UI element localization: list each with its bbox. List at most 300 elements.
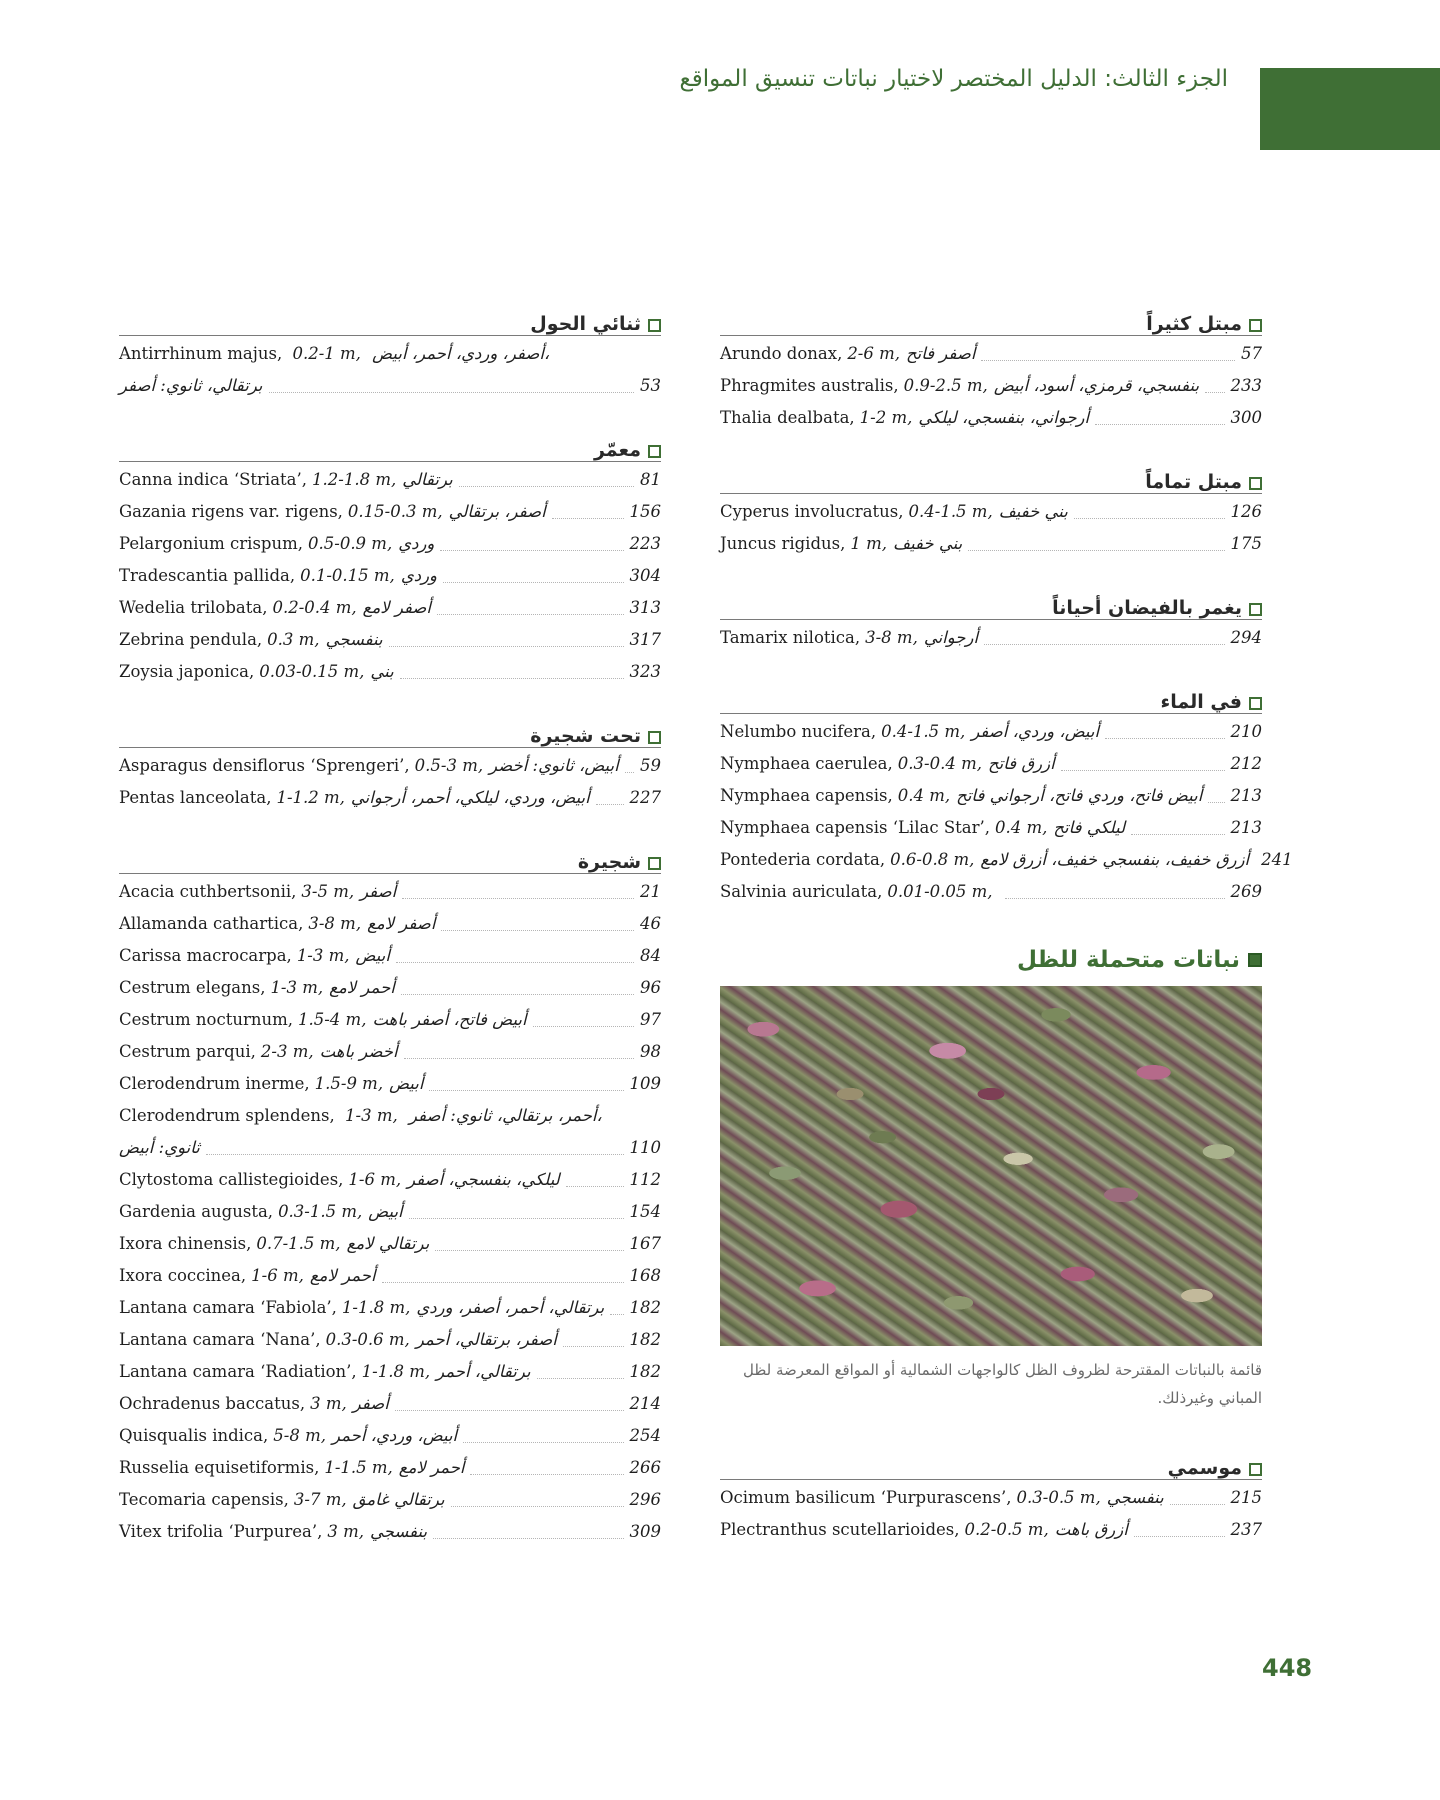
checkbox-square-icon xyxy=(1249,697,1262,710)
dot-leader xyxy=(563,1346,624,1347)
page-ref: 214 xyxy=(629,1394,661,1413)
checkbox-square-icon xyxy=(648,731,661,744)
dot-leader xyxy=(451,1506,624,1507)
plant-colors: أصفر xyxy=(352,1394,389,1413)
page-ref: 156 xyxy=(629,502,661,521)
dot-leader xyxy=(566,1186,624,1187)
plant-name: Nymphaea capensis ‘Lilac Star’, xyxy=(720,818,990,837)
shade-heading xyxy=(720,944,1262,976)
page-ref: 241 xyxy=(1261,850,1293,869)
page-ref: 81 xyxy=(640,470,661,489)
plant-colors: أصفر لامع xyxy=(367,914,436,933)
plant-colors: برتقالي لامع xyxy=(346,1234,430,1253)
section-heading xyxy=(720,470,1262,494)
plant-section xyxy=(720,690,1293,908)
dot-leader xyxy=(437,614,624,615)
plant-entry xyxy=(119,1452,661,1484)
page-ref: 167 xyxy=(629,1234,661,1253)
page-ref: 233 xyxy=(1230,376,1262,395)
page-ref: 296 xyxy=(629,1490,661,1509)
plant-entry xyxy=(119,1100,661,1164)
plant-size: 1-3 m, xyxy=(270,978,324,997)
plant-name: Phragmites australis, xyxy=(720,376,899,395)
plant-name: Cestrum elegans, xyxy=(119,978,266,997)
dot-leader xyxy=(401,994,634,995)
dot-leader xyxy=(552,518,624,519)
plant-name: Pontederia cordata, xyxy=(720,850,886,869)
section-title: يغمر بالفيضان أحياناً xyxy=(1052,597,1242,619)
page-ref: 109 xyxy=(629,1074,661,1093)
dot-leader xyxy=(1208,802,1224,803)
plant-size: 1-3 m, xyxy=(296,946,350,965)
dot-leader xyxy=(984,644,1224,645)
plant-colors: أبيض xyxy=(368,1202,403,1221)
plant-name: Clytostoma callistegioides, xyxy=(119,1170,344,1189)
plant-colors: أبيض، وردي، أحمر xyxy=(331,1426,458,1445)
plant-entry xyxy=(119,1196,661,1228)
plant-name: Tradescantia pallida, xyxy=(119,566,296,585)
section-title: مبتل تماماً xyxy=(1145,471,1242,493)
plant-size: 0.5-0.9 m, xyxy=(308,534,393,553)
section-heading xyxy=(119,850,661,874)
dot-leader xyxy=(395,1410,624,1411)
page-ref: 294 xyxy=(1230,628,1262,647)
plant-size: 0.4 m, xyxy=(995,818,1048,837)
plant-entry xyxy=(720,716,1262,748)
page-ref: 126 xyxy=(1230,502,1262,521)
filled-square-icon xyxy=(1248,953,1262,967)
shade-plants-photo xyxy=(720,986,1262,1346)
dot-leader xyxy=(537,1378,624,1379)
section-heading xyxy=(119,438,661,462)
plant-name: Russelia equisetiformis, xyxy=(119,1458,320,1477)
page-ref: 98 xyxy=(640,1042,661,1061)
page-ref: 304 xyxy=(629,566,661,585)
plant-colors: برتقالي، أحمر xyxy=(436,1362,531,1381)
plant-section xyxy=(720,596,1262,654)
plant-size: 0.3-0.6 m, xyxy=(325,1330,410,1349)
plant-colors: بنفسجي xyxy=(1106,1488,1164,1507)
plant-name: Asparagus densiflorus ‘Sprengeri’, xyxy=(119,756,410,775)
plant-size: 0.3-0.5 m, xyxy=(1016,1488,1101,1507)
plant-size: 1.5-4 m, xyxy=(297,1010,367,1029)
plant-size: 1-1.2 m, xyxy=(276,788,345,807)
plant-name: Tamarix nilotica, xyxy=(720,628,861,647)
plant-size: 1-1.5 m, xyxy=(324,1458,393,1477)
plant-entry xyxy=(119,1292,661,1324)
plant-colors-continued: برتقالي، ثانوي: أصفر xyxy=(119,376,263,395)
plant-size: 3 m, xyxy=(327,1522,364,1541)
plant-section xyxy=(720,470,1262,560)
plant-name: Arundo donax, xyxy=(720,344,843,363)
header-accent-block xyxy=(1260,68,1440,150)
plant-colors: أحمر لامع xyxy=(309,1266,376,1285)
plant-name: Gardenia augusta, xyxy=(119,1202,274,1221)
plant-size: 0.3-0.4 m, xyxy=(897,754,982,773)
plant-entry xyxy=(119,464,661,496)
page-ref: 313 xyxy=(629,598,661,617)
plant-entry xyxy=(119,1484,661,1516)
plant-colors: بني xyxy=(370,662,394,681)
plant-entry xyxy=(119,908,661,940)
section-heading xyxy=(720,596,1262,620)
dot-leader xyxy=(1095,424,1224,425)
plant-entry xyxy=(119,972,661,1004)
plant-colors: أبيض، وردي، أصفر xyxy=(971,722,1100,741)
plant-size: 0.3 m, xyxy=(267,630,320,649)
plant-size: 0.4-1.5 m, xyxy=(908,502,993,521)
plant-size: 0.6-0.8 m, xyxy=(890,850,975,869)
plant-colors: أبيض xyxy=(389,1074,424,1093)
section-shrub xyxy=(119,850,661,1548)
plant-name: Nymphaea capensis, xyxy=(720,786,893,805)
plant-entry xyxy=(119,1388,661,1420)
plant-colors: بنفسجي، قرمزي، أسود، أبيض xyxy=(993,376,1200,395)
plant-name: Gazania rigens var. rigens, xyxy=(119,502,343,521)
plant-entry xyxy=(119,1324,661,1356)
plant-entry xyxy=(720,496,1262,528)
dot-leader xyxy=(625,772,634,773)
section-heading xyxy=(720,1456,1262,1480)
page-header-title: الجزء الثالث: الدليل المختصر لاختيار نباتات تنسيق المواقع xyxy=(679,66,1228,92)
plant-size: 1-6 m, xyxy=(251,1266,304,1285)
plant-size: 0.5-3 m, xyxy=(414,756,484,775)
plant-colors: برتقالي xyxy=(402,470,453,489)
plant-colors: أبيض فاتح، أصفر باهت xyxy=(372,1010,527,1029)
dot-leader xyxy=(1170,1504,1225,1505)
page-ref: 96 xyxy=(640,978,661,997)
plant-entry xyxy=(720,812,1262,844)
plant-colors: أحمر، برتقالي، ثانوي: أصفر، xyxy=(409,1106,602,1125)
page-ref: 323 xyxy=(629,662,661,681)
plant-colors: أصفر xyxy=(360,882,397,901)
section-title: ثنائي الحول xyxy=(530,313,641,335)
plant-name: Allamanda cathartica, xyxy=(119,914,304,933)
page-ref: 168 xyxy=(629,1266,661,1285)
plant-name: Nelumbo nucifera, xyxy=(720,722,877,741)
plant-name: Carissa macrocarpa, xyxy=(119,946,292,965)
plant-size: 5-8 m, xyxy=(273,1426,326,1445)
plant-section xyxy=(720,312,1262,434)
plant-name: Lantana camara ‘Radiation’, xyxy=(119,1362,357,1381)
dot-leader xyxy=(533,1026,634,1027)
plant-size: 2-3 m, xyxy=(260,1042,314,1061)
plant-name: Ixora coccinea, xyxy=(119,1266,247,1285)
plant-entry xyxy=(119,1420,661,1452)
plant-name: Clerodendrum splendens, xyxy=(119,1106,335,1125)
dot-leader xyxy=(440,550,623,551)
plant-entry xyxy=(119,338,661,402)
plant-entry xyxy=(720,528,1262,560)
plant-size: 3 m, xyxy=(310,1394,347,1413)
page-ref: 182 xyxy=(629,1330,661,1349)
dot-leader xyxy=(463,1442,623,1443)
plant-size: 3-8 m, xyxy=(308,914,362,933)
dot-leader xyxy=(596,804,624,805)
plant-size: 1-6 m, xyxy=(348,1170,402,1189)
plant-colors: أرجواني، بنفسجي، ليلكي xyxy=(918,408,1090,427)
page-ref: 154 xyxy=(629,1202,661,1221)
plant-colors: أبيض، وردي، ليلكي، أحمر، أرجواني xyxy=(350,788,590,807)
dot-leader xyxy=(396,962,634,963)
dot-leader xyxy=(435,1250,623,1251)
dot-leader xyxy=(459,486,634,487)
plant-name: Zoysia japonica, xyxy=(119,662,255,681)
plant-name: Antirrhinum majus, xyxy=(119,344,283,363)
plant-entry xyxy=(119,1164,661,1196)
plant-colors: وردي xyxy=(400,566,438,585)
page-ref: 212 xyxy=(1230,754,1262,773)
plant-entry xyxy=(119,592,661,624)
plant-size: 0.03-0.15 m, xyxy=(259,662,365,681)
plant-name: Canna indica ‘Striata’, xyxy=(119,470,308,489)
plant-colors: أزرق باهت xyxy=(1054,1520,1128,1539)
plant-size: 1-1.8 m, xyxy=(361,1362,431,1381)
plant-size: 2-6 m, xyxy=(847,344,901,363)
section-heading xyxy=(720,690,1262,714)
dot-leader xyxy=(470,1474,623,1475)
section-title: مبتل كثيراً xyxy=(1146,313,1242,335)
dot-leader xyxy=(433,1538,623,1539)
plant-size: 0.3-1.5 m, xyxy=(278,1202,363,1221)
page-ref: 237 xyxy=(1230,1520,1262,1539)
plant-size: 1.5-9 m, xyxy=(314,1074,384,1093)
dot-leader xyxy=(402,898,634,899)
plant-size: 0.15-0.3 m, xyxy=(347,502,443,521)
dot-leader xyxy=(409,1218,624,1219)
page-ref: 84 xyxy=(640,946,661,965)
plant-name: Zebrina pendula, xyxy=(119,630,263,649)
dot-leader xyxy=(1074,518,1225,519)
plant-name: Tecomaria capensis, xyxy=(119,1490,289,1509)
section-title: في الماء xyxy=(1160,691,1242,713)
right-column xyxy=(720,312,1293,1582)
plant-size: 3-8 m, xyxy=(865,628,918,647)
plant-colors-continued: ثانوي: أبيض xyxy=(119,1138,200,1157)
plant-colors: برتقالي، أحمر، أصفر، وردي xyxy=(416,1298,605,1317)
plant-size: 1.2-1.8 m, xyxy=(312,470,397,489)
checkbox-square-icon xyxy=(1249,1463,1262,1476)
dot-leader xyxy=(1105,738,1224,739)
section-heading xyxy=(720,312,1262,336)
plant-colors: وردي xyxy=(398,534,435,553)
shade-title: نباتات متحملة للظل xyxy=(1017,947,1240,973)
dot-leader xyxy=(429,1090,623,1091)
plant-name: Wedelia trilobata, xyxy=(119,598,268,617)
dot-leader xyxy=(1005,898,1225,899)
plant-entry xyxy=(720,1514,1262,1546)
plant-size: 1 m, xyxy=(850,534,887,553)
plant-entry xyxy=(119,782,661,814)
plant-name: Cestrum parqui, xyxy=(119,1042,256,1061)
plant-entry xyxy=(119,1228,661,1260)
checkbox-square-icon xyxy=(648,445,661,458)
plant-entry xyxy=(720,402,1262,434)
plant-size: 1-3 m, xyxy=(345,1106,398,1125)
page-ref: 59 xyxy=(640,756,661,775)
plant-entry xyxy=(119,528,661,560)
plant-name: Acacia cuthbertsonii, xyxy=(119,882,297,901)
plant-entry xyxy=(119,940,661,972)
dot-leader xyxy=(404,1058,634,1059)
plant-entry xyxy=(119,560,661,592)
plant-size: 0.2-1 m, xyxy=(292,344,361,363)
plant-size: 1-2 m, xyxy=(859,408,913,427)
dot-leader xyxy=(441,930,634,931)
plant-name: Quisqualis indica, xyxy=(119,1426,269,1445)
section-title: موسمي xyxy=(1167,1457,1242,1479)
plant-entry xyxy=(119,1036,661,1068)
plant-size: 0.9-2.5 m, xyxy=(903,376,988,395)
plant-colors: أزرق فاتح xyxy=(987,754,1055,773)
section-title: شجيرة xyxy=(577,851,641,873)
plant-colors: أحمر لامع xyxy=(329,978,395,997)
checkbox-square-icon xyxy=(1249,603,1262,616)
plant-colors: برتقالي غامق xyxy=(352,1490,445,1509)
page-ref: 97 xyxy=(640,1010,661,1029)
dot-leader xyxy=(1134,1536,1225,1537)
page-ref: 223 xyxy=(629,534,661,553)
plant-size: 3-7 m, xyxy=(293,1490,347,1509)
checkbox-square-icon xyxy=(648,857,661,870)
plant-name: Clerodendrum inerme, xyxy=(119,1074,310,1093)
plant-entry xyxy=(720,338,1262,370)
dot-leader xyxy=(382,1282,624,1283)
page-ref: 182 xyxy=(629,1362,661,1381)
section-title: معمّر xyxy=(593,439,641,461)
photo-caption: قائمة بالنباتات المقترحة لظروف الظل كالواجهات الشمالية أو المواقع المعرضة لظل المباني وغيرذلك. xyxy=(743,1361,1262,1407)
checkbox-square-icon xyxy=(648,319,661,332)
plant-entry xyxy=(119,656,661,688)
page-ref: 21 xyxy=(640,882,661,901)
page-ref: 269 xyxy=(1230,882,1262,901)
plant-entry xyxy=(119,1068,661,1100)
page-ref: 213 xyxy=(1230,818,1262,837)
dot-leader xyxy=(400,678,624,679)
plant-colors: أصفر فاتح xyxy=(906,344,976,363)
section-seasonal xyxy=(720,1456,1262,1546)
page-ref: 213 xyxy=(1230,786,1262,805)
plant-name: Pelargonium crispum, xyxy=(119,534,303,553)
page-ref: 317 xyxy=(629,630,661,649)
section-title: تحت شجيرة xyxy=(530,725,641,747)
page-ref: 53 xyxy=(640,376,661,395)
plant-entry xyxy=(720,622,1262,654)
plant-name: Lantana camara ‘Nana’, xyxy=(119,1330,321,1349)
plant-entry xyxy=(119,1516,661,1548)
page-ref: 309 xyxy=(629,1522,661,1541)
dot-leader xyxy=(1131,834,1224,835)
plant-colors: بنفسجي xyxy=(325,630,383,649)
page-number: 448 xyxy=(1262,1654,1313,1682)
plant-colors: أصفر، وردي، أحمر، أبيض، xyxy=(372,344,550,363)
plant-name: Vitex trifolia ‘Purpurea’, xyxy=(119,1522,323,1541)
dot-leader xyxy=(389,646,624,647)
plant-size: 0.2-0.4 m, xyxy=(272,598,357,617)
plant-colors: ليلكي فاتح xyxy=(1053,818,1126,837)
page-ref: 46 xyxy=(640,914,661,933)
plant-colors: أزرق خفيف، بنفسجي خفيف، أزرق لامع xyxy=(980,850,1250,869)
dot-leader xyxy=(443,582,623,583)
page-ref: 210 xyxy=(1230,722,1262,741)
plant-entry xyxy=(720,780,1262,812)
plant-name: Salvinia auriculata, xyxy=(720,882,883,901)
plant-entry xyxy=(720,748,1262,780)
plant-name: Ixora chinensis, xyxy=(119,1234,252,1253)
plant-entry xyxy=(119,750,661,782)
plant-colors: أصفر، برتقالي xyxy=(448,502,546,521)
plant-name: Ochradenus baccatus, xyxy=(119,1394,306,1413)
plant-colors: أرجواني xyxy=(923,628,979,647)
page-ref: 215 xyxy=(1230,1488,1262,1507)
dot-leader xyxy=(981,360,1235,361)
plant-size: 0.1-0.15 m, xyxy=(300,566,395,585)
plant-name: Cyperus involucratus, xyxy=(720,502,904,521)
dot-leader xyxy=(610,1314,623,1315)
plant-name: Lantana camara ‘Fabiola’, xyxy=(119,1298,337,1317)
page-ref: 112 xyxy=(629,1170,661,1189)
page-ref: 266 xyxy=(629,1458,661,1477)
plant-colors: بني خفيف xyxy=(893,534,963,553)
dot-leader xyxy=(1061,770,1225,771)
plant-entry xyxy=(119,496,661,528)
checkbox-square-icon xyxy=(1249,477,1262,490)
plant-name: Thalia dealbata, xyxy=(720,408,855,427)
page-ref: 182 xyxy=(629,1298,661,1317)
plant-name: Plectranthus scutellarioides, xyxy=(720,1520,960,1539)
plant-entry xyxy=(720,370,1262,402)
plant-entry xyxy=(119,624,661,656)
plant-name: Nymphaea caerulea, xyxy=(720,754,893,773)
plant-colors: ليلكي، بنفسجي، أصفر xyxy=(407,1170,560,1189)
plant-size: 0.7-1.5 m, xyxy=(256,1234,341,1253)
section-heading xyxy=(119,312,661,336)
page-ref: 254 xyxy=(629,1426,661,1445)
page-ref: 57 xyxy=(1241,344,1262,363)
plant-name: Ocimum basilicum ‘Purpurascens’, xyxy=(720,1488,1012,1507)
plant-colors: أخضر باهت xyxy=(319,1042,398,1061)
plant-colors: أبيض، ثانوي: أخضر xyxy=(489,756,619,775)
plant-section xyxy=(119,438,661,688)
dot-leader xyxy=(206,1154,624,1155)
plant-colors: أبيض xyxy=(355,946,390,965)
section-heading xyxy=(119,724,661,748)
plant-colors: بنفسجي xyxy=(370,1522,428,1541)
plant-size: 0.4 m, xyxy=(897,786,951,805)
plant-name: Juncus rigidus, xyxy=(720,534,846,553)
plant-name: Pentas lanceolata, xyxy=(119,788,272,807)
plant-entry xyxy=(720,844,1293,876)
plant-size: 0.4-1.5 m, xyxy=(881,722,966,741)
dot-leader xyxy=(269,392,634,393)
dot-leader xyxy=(968,550,1224,551)
plant-size: 3-5 m, xyxy=(301,882,355,901)
plant-entry xyxy=(119,876,661,908)
plant-entry xyxy=(119,1004,661,1036)
plant-entry xyxy=(119,1356,661,1388)
page-ref: 227 xyxy=(629,788,661,807)
dot-leader xyxy=(1205,392,1224,393)
plant-entry xyxy=(720,1482,1262,1514)
checkbox-square-icon xyxy=(1249,319,1262,332)
plant-size: 0.2-0.5 m, xyxy=(964,1520,1049,1539)
plant-section xyxy=(119,724,661,814)
plant-name: Cestrum nocturnum, xyxy=(119,1010,293,1029)
plant-colors: أبيض فاتح، وردي فاتح، أرجواني فاتح xyxy=(956,786,1203,805)
plant-colors: أحمر لامع xyxy=(398,1458,465,1477)
plant-entry xyxy=(119,1260,661,1292)
plant-colors: أصفر لامع xyxy=(362,598,431,617)
